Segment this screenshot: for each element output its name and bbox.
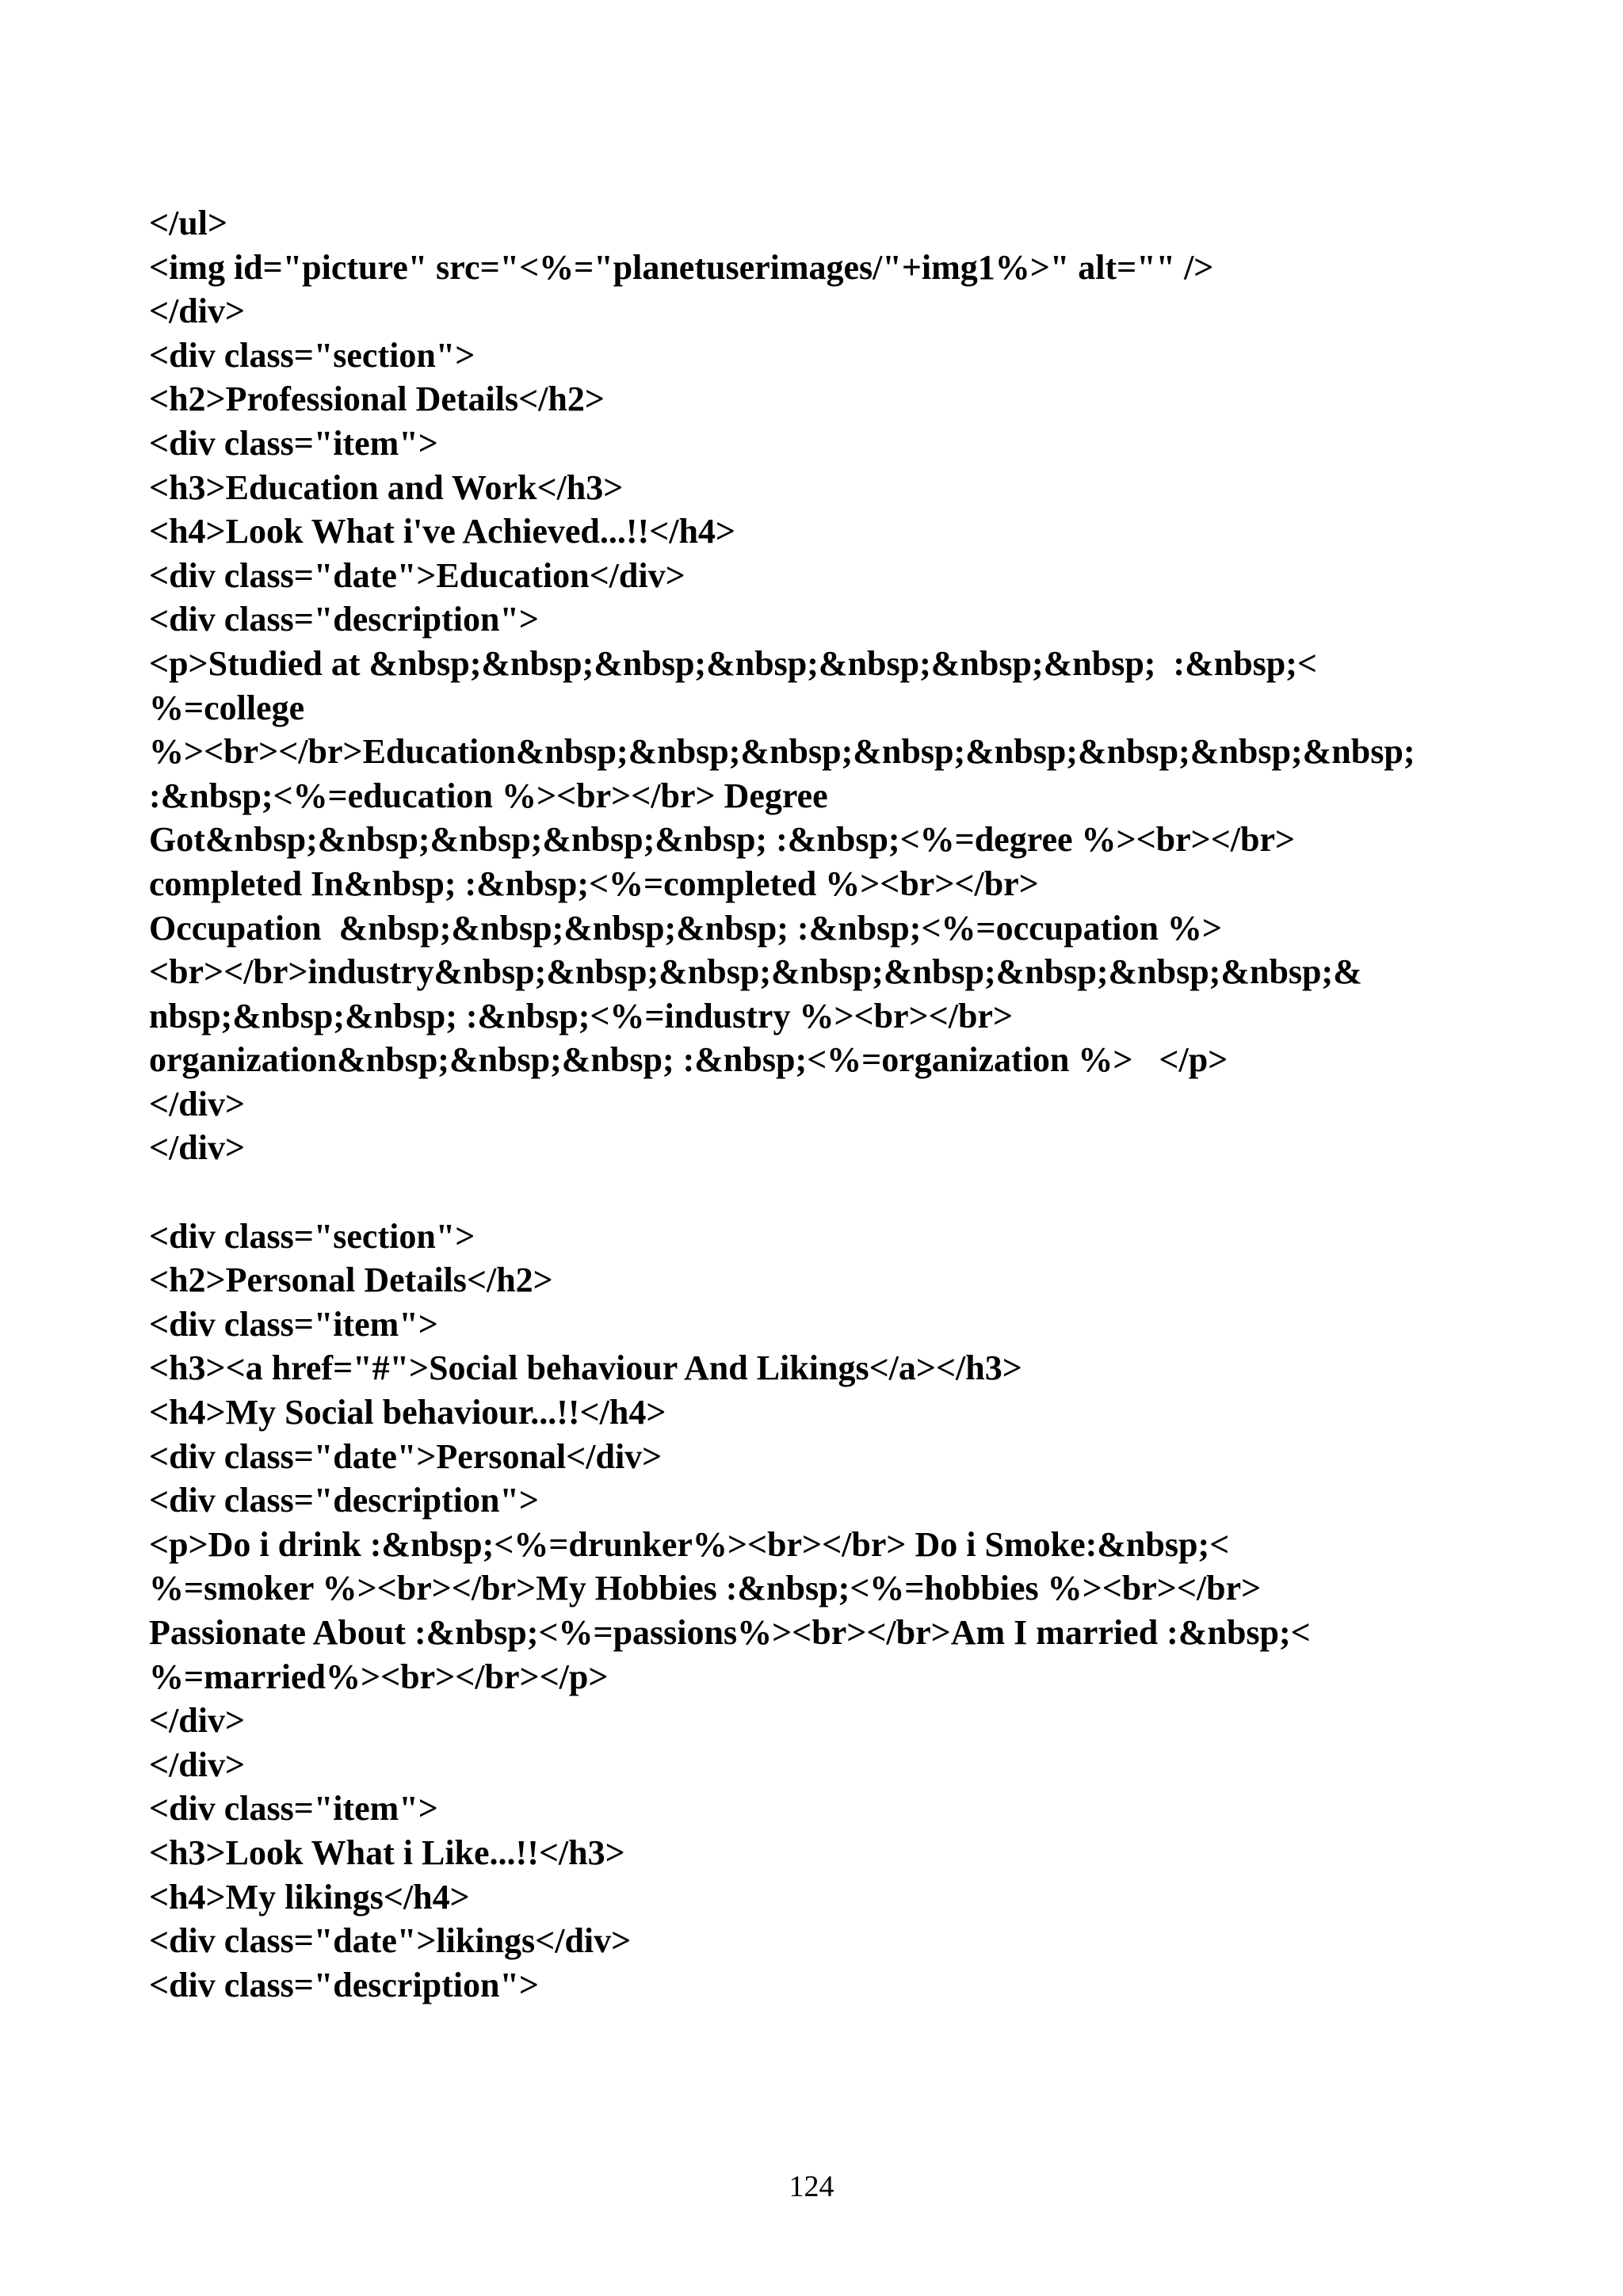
code-line: </ul>	[149, 204, 228, 242]
code-line: <div class="item">	[149, 423, 438, 463]
code-line: <p>Studied at &nbsp;&nbsp;&nbsp;&nbsp;&nbsp;&nbsp;&nbsp; :&nbsp;<	[149, 643, 1317, 683]
code-line: completed In&nbsp; :&nbsp;<%=completed %><br></br>	[149, 864, 1039, 903]
code-line: organization&nbsp;&nbsp;&nbsp; :&nbsp;<%=organization %> </p>	[149, 1040, 1228, 1080]
code-line: <img id="picture" src="<%="planetuserimages/"+img1%>" alt="" />	[149, 247, 1214, 287]
code-line: %><br></br>Education&nbsp;&nbsp;&nbsp;&nbsp;&nbsp;&nbsp;&nbsp;&nbsp;	[149, 732, 1415, 772]
code-line: %=married%><br></br></p>	[149, 1657, 609, 1696]
code-line: nbsp;&nbsp;&nbsp; :&nbsp;<%=industry %><br></br>	[149, 996, 1014, 1035]
code-line: </div>	[149, 1084, 246, 1123]
code-line: </div>	[149, 1701, 246, 1741]
code-line: <h4>My Social behaviour...!!</h4>	[149, 1393, 666, 1432]
code-line: <div class="description">	[149, 600, 539, 639]
code-line: <h4>My likings</h4>	[149, 1877, 470, 1917]
code-line: Got&nbsp;&nbsp;&nbsp;&nbsp;&nbsp; :&nbsp;<%=degree %><br></br>	[149, 820, 1296, 860]
code-line: Passionate About :&nbsp;<%=passions%><br></br>Am I married :&nbsp;<	[149, 1613, 1311, 1652]
code-line: <div class="item">	[149, 1789, 438, 1829]
code-listing	[149, 201, 1512, 2007]
code-line: <div class="date">Personal</div>	[149, 1436, 663, 1476]
code-line: <h3>Look What i Like...!!</h3>	[149, 1833, 625, 1872]
code-line: %=college	[149, 688, 305, 727]
code-line: <div class="date">likings</div>	[149, 1921, 632, 1961]
code-line: <p>Do i drink :&nbsp;<%=drunker%><br></br> Do i Smoke:&nbsp;<	[149, 1524, 1230, 1564]
code-line: <div class="description">	[149, 1965, 539, 2004]
code-line: <br></br>industry&nbsp;&nbsp;&nbsp;&nbsp;&nbsp;&nbsp;&nbsp;&nbsp;&	[149, 952, 1362, 992]
code-line: :&nbsp;<%=education %><br></br> Degree	[149, 776, 828, 815]
blank-line	[149, 1170, 1512, 1215]
code-line: <h2>Personal Details</h2>	[149, 1261, 553, 1300]
code-line: <h3>Education and Work</h3>	[149, 467, 624, 507]
code-line: Occupation &nbsp;&nbsp;&nbsp;&nbsp; :&nbsp;<%=occupation %>	[149, 908, 1222, 948]
code-line: %=smoker %><br></br>My Hobbies :&nbsp;<%=hobbies %><br></br>	[149, 1569, 1262, 1608]
code-line: </div>	[149, 292, 246, 331]
code-line: <div class="date">Education</div>	[149, 555, 685, 595]
code-line: <h4>Look What i've Achieved...!!</h4>	[149, 512, 735, 551]
code-line: <h2>Professional Details</h2>	[149, 379, 605, 419]
page-number: 124	[789, 2170, 834, 2203]
code-line: </div>	[149, 1745, 246, 1784]
code-line: <div class="item">	[149, 1304, 438, 1344]
code-line: <div class="section">	[149, 1216, 475, 1256]
code-line: </div>	[149, 1128, 246, 1168]
code-line: <div class="description">	[149, 1481, 539, 1520]
code-line: <h3><a href="#">Social behaviour And Likings</a></h3>	[149, 1348, 1022, 1388]
code-line: <div class="section">	[149, 335, 475, 375]
